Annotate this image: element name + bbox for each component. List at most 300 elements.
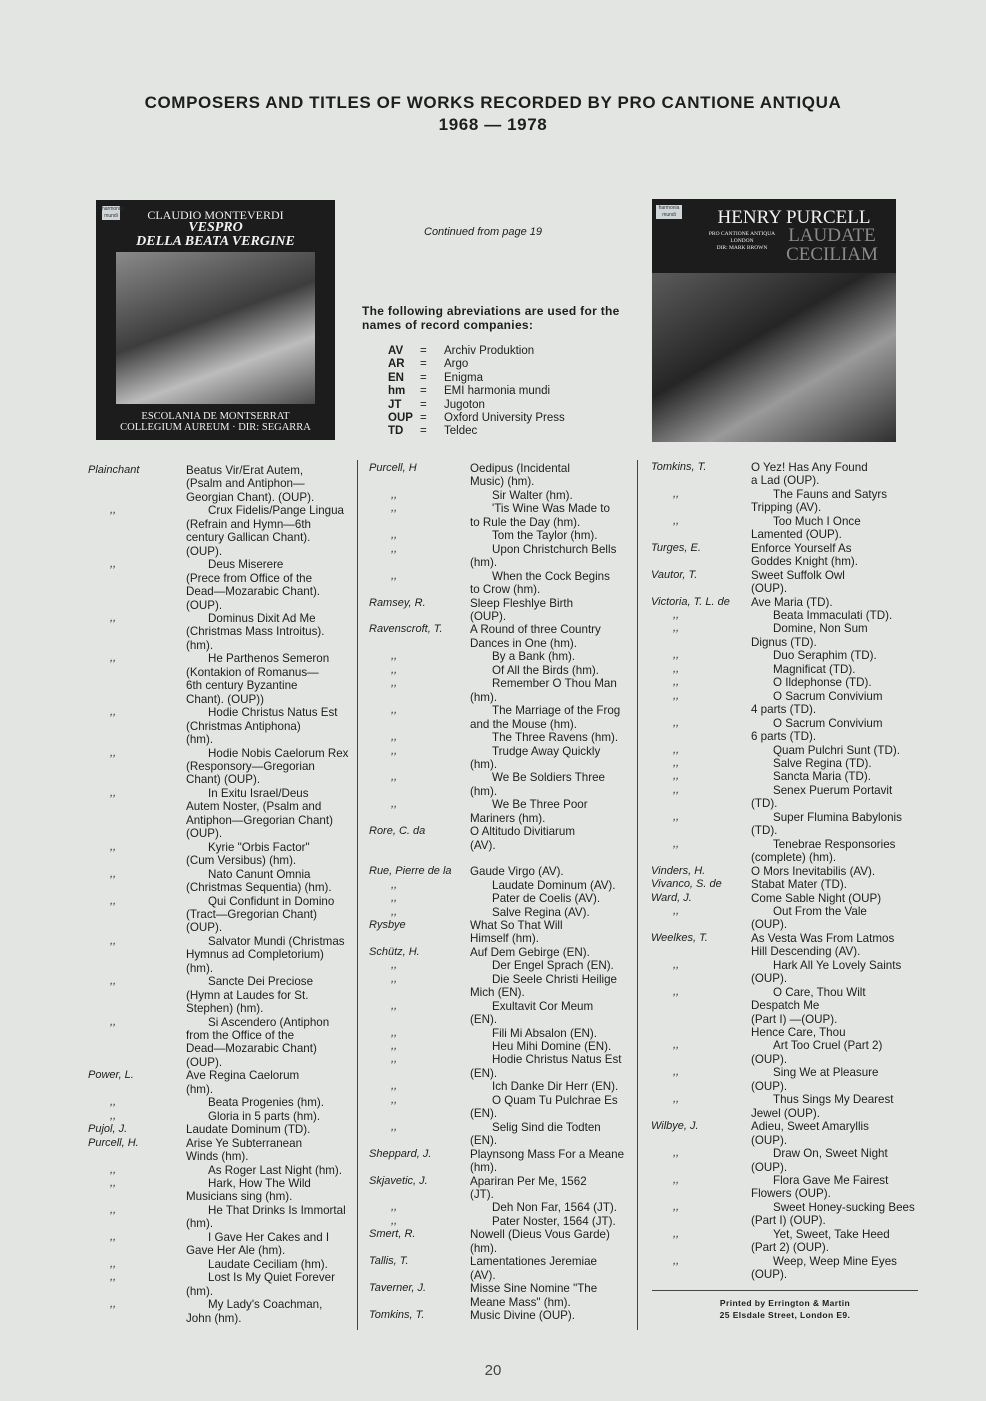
work-entry — [88, 1083, 353, 1096]
work-entry — [369, 946, 635, 959]
work-title: Lost Is My Quiet Forever — [208, 1271, 335, 1285]
composer-name: ,, — [673, 810, 680, 823]
composer-name — [651, 797, 751, 810]
composer-name: ,, — [391, 1093, 398, 1106]
work-title: (hm). — [186, 638, 214, 652]
work-title: (complete) (hm). — [751, 851, 837, 865]
composer-name — [88, 693, 186, 706]
work-title: (OUP). — [186, 1055, 223, 1069]
work-title: O Sacrum Convivium — [773, 716, 883, 730]
work-title: Mich (EN). — [470, 986, 525, 1000]
work-entry — [88, 1231, 353, 1244]
composer-name — [88, 989, 186, 1002]
work-entry — [369, 1121, 635, 1134]
composer-name — [88, 1029, 186, 1042]
cover-credit-line-1: ESCOLANIA DE MONTSERRAT — [141, 411, 290, 422]
work-entry — [651, 501, 921, 514]
work-title: Enforce Yourself As — [751, 541, 852, 555]
work-title: Selig Sind die Todten — [492, 1120, 601, 1134]
work-entry — [88, 679, 353, 692]
composer-name: Taverner, J. — [369, 1282, 427, 1295]
composer-name: ,, — [673, 1093, 680, 1106]
work-title: Hark, How The Wild — [208, 1177, 311, 1191]
work-title: (hm). — [186, 1082, 214, 1096]
work-entry — [369, 865, 635, 878]
work-title: Playnsong Mass For a Meane — [470, 1147, 625, 1161]
composer-name: Victoria, T. L. de — [651, 595, 730, 608]
harmonia-mundi-logo: harmonia mundi — [656, 205, 682, 219]
composer-name: Power, L. — [88, 1069, 134, 1082]
work-entry — [88, 800, 353, 813]
composer-name — [88, 477, 186, 490]
cover-composer: HENRY PURCELL — [717, 207, 871, 228]
work-entry — [651, 1255, 921, 1268]
work-title: (EN). — [470, 1134, 498, 1148]
work-entry — [88, 464, 353, 477]
work-title: Art Too Cruel (Part 2) — [773, 1039, 883, 1053]
work-title: Laudate Ceciliam (hm). — [208, 1257, 328, 1271]
composer-name: ,, — [391, 892, 398, 905]
work-title: Chant) (OUP). — [186, 773, 261, 787]
work-title: (Christmas Antiphona) — [186, 719, 301, 733]
work-title: Duo Seraphim (TD). — [773, 649, 877, 663]
work-title: a Lad (OUP). — [751, 474, 820, 488]
work-entry — [88, 1217, 353, 1230]
work-title: (OUP). — [186, 544, 223, 558]
composer-name — [88, 1042, 186, 1055]
work-title: (EN). — [470, 1066, 498, 1080]
composer-name — [369, 718, 470, 731]
work-title: Die Seele Christi Heilige — [492, 972, 618, 986]
composer-name: ,, — [673, 1254, 680, 1267]
work-entry — [88, 558, 353, 571]
work-title: O Yez! Has Any Found — [751, 461, 868, 474]
work-title: (AV). — [470, 1268, 496, 1282]
cover-work-line-2: DELLA BEATA VERGINE — [136, 234, 295, 249]
work-entry — [88, 854, 353, 867]
composer-name: ,, — [110, 1257, 117, 1270]
work-title: (hm). — [470, 784, 498, 798]
work-entry — [88, 773, 353, 786]
work-entry — [369, 1188, 635, 1201]
annunciation-painting-image — [116, 252, 315, 404]
work-title: (OUP). — [751, 1133, 788, 1147]
work-entry — [651, 676, 921, 689]
work-entry — [651, 1013, 921, 1026]
work-title: (OUP). — [186, 921, 223, 935]
work-entry — [651, 703, 921, 716]
composer-name: Purcell, H. — [88, 1136, 139, 1149]
abbreviation-code: AV — [388, 345, 404, 357]
work-title: He Parthenos Semeron — [208, 652, 330, 666]
work-entry — [651, 851, 921, 864]
work-entry — [651, 1268, 921, 1281]
work-title: Flora Gave Me Fairest — [773, 1174, 889, 1188]
composer-name — [369, 516, 470, 529]
work-entry — [88, 572, 353, 585]
work-entry — [651, 757, 921, 770]
work-title: Hodie Christus Natus Est — [208, 706, 338, 720]
work-entry — [369, 798, 635, 811]
work-entry — [369, 1282, 635, 1295]
composer-name: Smert, R. — [369, 1228, 416, 1241]
work-title: 4 parts (TD). — [751, 703, 817, 717]
work-title: When the Cock Begins — [492, 569, 610, 583]
work-title: 6 parts (TD). — [751, 730, 817, 744]
composer-name — [651, 1053, 751, 1066]
work-entry — [369, 529, 635, 542]
cover-composer: CLAUDIO MONTEVERDI — [147, 208, 284, 222]
work-entry — [651, 878, 921, 891]
work-title: 6th century Byzantine — [186, 679, 298, 693]
composer-name: ,, — [110, 894, 117, 907]
composer-name — [88, 625, 186, 638]
composer-name: Sheppard, J. — [369, 1147, 432, 1160]
work-title: century Gallican Chant). — [186, 531, 311, 545]
composer-name — [369, 1161, 470, 1174]
work-entry — [369, 691, 635, 704]
composer-name — [369, 1134, 470, 1147]
work-title: Adieu, Sweet Amaryllis — [751, 1120, 869, 1134]
work-entry — [369, 516, 635, 529]
work-title: (Part 2) (OUP). — [751, 1241, 829, 1255]
abbreviation-code: JT — [388, 398, 402, 411]
composer-name — [651, 1187, 751, 1200]
composer-name: ,, — [391, 488, 398, 501]
work-title: Laudate Dominum (AV). — [492, 878, 616, 892]
work-entry — [369, 664, 635, 677]
work-title: Hodie Christus Natus Est — [492, 1053, 622, 1067]
composer-name: ,, — [391, 1080, 398, 1093]
composer-name — [651, 730, 751, 743]
work-title: (hm). — [470, 1241, 498, 1255]
work-title: Beatus Vir/Erat Autem, — [186, 464, 304, 477]
work-title: Arise Ye Subterranean — [186, 1136, 303, 1150]
work-entry — [651, 596, 921, 609]
work-title: (TD). — [751, 824, 778, 838]
composer-name: ,, — [110, 840, 117, 853]
composer-name — [651, 474, 751, 487]
composer-name: ,, — [673, 716, 680, 729]
work-entry — [651, 784, 921, 797]
work-entry — [651, 1080, 921, 1093]
work-title: John (hm). — [186, 1311, 242, 1325]
work-entry — [369, 1175, 635, 1188]
work-title: (OUP). — [751, 918, 788, 932]
work-title: Gloria in 5 parts (hm). — [208, 1109, 321, 1123]
work-title: (OUP). — [751, 972, 788, 986]
cover-work-line-1: LAUDATE — [788, 225, 876, 246]
work-title: I Gave Her Cakes and I — [208, 1230, 330, 1244]
composer-name — [88, 881, 186, 894]
composer-name: ,, — [110, 1298, 117, 1311]
composer-name — [651, 945, 751, 958]
composer-name — [651, 1107, 751, 1120]
work-entry — [369, 1309, 635, 1322]
composer-name — [88, 679, 186, 692]
work-title: Trudge Away Quickly — [492, 744, 601, 758]
work-entry — [651, 636, 921, 649]
composer-name — [369, 556, 470, 569]
composer-name: ,, — [110, 934, 117, 947]
work-title: Fili Mi Absalon (EN). — [492, 1026, 598, 1040]
work-entry — [651, 945, 921, 958]
work-title: Der Engel Sprach (EN). — [492, 959, 614, 973]
composer-name: ,, — [391, 1040, 398, 1053]
work-entry — [369, 1161, 635, 1174]
work-entry — [88, 1298, 353, 1311]
work-entry — [651, 717, 921, 730]
work-title: Hark All Ye Lovely Saints — [773, 958, 902, 972]
work-title: O Ildephonse (TD). — [773, 676, 872, 690]
work-title: As Roger Last Night (hm). — [208, 1163, 343, 1177]
abbreviation-name: Oxford University Press — [444, 412, 565, 425]
work-entry — [651, 515, 921, 528]
composer-name: ,, — [391, 502, 398, 515]
work-title: (OUP). — [186, 827, 223, 841]
work-entry — [88, 921, 353, 934]
work-entry — [651, 838, 921, 851]
composer-name: ,, — [391, 1120, 398, 1133]
work-entry — [369, 771, 635, 784]
work-entry — [88, 841, 353, 854]
composer-name: ,, — [673, 1227, 680, 1240]
work-title: Dominus Dixit Ad Me — [208, 611, 316, 625]
work-entry — [651, 622, 921, 635]
composer-name: Purcell, H — [369, 462, 417, 474]
composer-name — [88, 760, 186, 773]
work-entry — [88, 881, 353, 894]
composer-name — [88, 800, 186, 813]
composer-name: Rore, C. da — [369, 825, 426, 838]
work-title: Upon Christchurch Bells — [492, 542, 617, 556]
composer-name — [88, 1285, 186, 1298]
abbreviation-equals: = — [420, 398, 427, 411]
composer-name — [88, 720, 186, 733]
cover-credit-line-2: LONDON — [730, 238, 754, 244]
work-title: (hm). — [470, 1161, 498, 1175]
composer-name: ,, — [673, 770, 680, 783]
work-title: Mariners (hm). — [470, 811, 546, 825]
composer-name: ,, — [110, 867, 117, 880]
composer-name: ,, — [391, 1201, 398, 1214]
composer-name — [88, 1244, 186, 1257]
printer-line-1: Printed by Errington & Martin — [719, 1298, 851, 1308]
work-title: A Round of three Country — [470, 623, 601, 637]
composer-name: ,, — [673, 756, 680, 769]
printer-line-2: 25 Elsdale Street, London E9. — [719, 1310, 851, 1320]
composer-name — [369, 1067, 470, 1080]
work-title: Misse Sine Nomine "The — [470, 1282, 598, 1296]
work-entry — [651, 488, 921, 501]
work-entry — [651, 582, 921, 595]
work-entry — [88, 962, 353, 975]
work-entry — [651, 1039, 921, 1052]
work-title: Apariran Per Me, 1562 — [470, 1174, 587, 1188]
composer-name — [88, 666, 186, 679]
composer-name — [651, 1080, 751, 1093]
work-title: Jewel (OUP). — [751, 1106, 820, 1120]
work-entry — [88, 1190, 353, 1203]
work-entry — [88, 975, 353, 988]
composer-name: ,, — [391, 731, 398, 744]
composer-name — [651, 1241, 751, 1254]
composer-name — [651, 918, 751, 931]
page-title — [0, 92, 986, 136]
work-title: Antiphon—Gregorian Chant) — [186, 813, 333, 827]
composer-name — [88, 531, 186, 544]
composer-name: ,, — [673, 689, 680, 702]
composer-name — [369, 637, 470, 650]
composer-name: ,, — [391, 972, 398, 985]
work-entry — [651, 649, 921, 662]
page-number: 20 — [484, 1362, 502, 1379]
work-entry — [88, 989, 353, 1002]
work-title: (OUP). — [470, 609, 507, 623]
work-title: We Be Three Poor — [492, 798, 588, 812]
work-entry — [369, 745, 635, 758]
work-title: and the Mouse (hm). — [470, 717, 577, 731]
composer-name: Skjavetic, J. — [369, 1174, 428, 1187]
work-entry — [651, 986, 921, 999]
cover-work-line-1: VESPRO — [188, 220, 243, 235]
work-entry — [369, 543, 635, 556]
work-entry — [88, 612, 353, 625]
work-title: Tom the Taylor (hm). — [492, 529, 598, 543]
work-entry — [369, 556, 635, 569]
work-entry — [88, 1002, 353, 1015]
composer-name — [88, 854, 186, 867]
work-entry — [651, 811, 921, 824]
work-entry — [651, 461, 921, 474]
work-entry — [369, 637, 635, 650]
work-entry — [369, 677, 635, 690]
composer-name: ,, — [673, 743, 680, 756]
work-entry — [88, 1285, 353, 1298]
work-title: (OUP). — [186, 598, 223, 612]
work-title: (hm). — [470, 556, 498, 570]
work-title: Despatch Me — [751, 999, 820, 1013]
composer-name — [651, 824, 751, 837]
composer-name — [651, 1268, 751, 1281]
work-title: Tripping (AV). — [751, 501, 822, 515]
work-title: (OUP). — [751, 1268, 788, 1282]
work-title: O Care, Thou Wilt — [773, 985, 866, 999]
work-title: The Marriage of the Frog — [492, 704, 621, 718]
composer-name — [88, 921, 186, 934]
work-entry — [651, 730, 921, 743]
work-title: (OUP). — [751, 1079, 788, 1093]
composer-name — [88, 1312, 186, 1325]
work-title: Ich Danke Dir Herr (EN). — [492, 1080, 619, 1094]
composer-name: ,, — [110, 652, 117, 665]
composer-name: ,, — [391, 905, 398, 918]
work-title: to Rule the Day (hm). — [470, 515, 581, 529]
work-title: O Sacrum Convivium — [773, 689, 883, 703]
work-entry — [369, 704, 635, 717]
work-title: (EN). — [470, 1107, 498, 1121]
composer-name — [369, 986, 470, 999]
composer-name: ,, — [673, 904, 680, 917]
composer-name: ,, — [110, 504, 117, 517]
composer-name — [88, 733, 186, 746]
composer-name: ,, — [391, 878, 398, 891]
composer-name: ,, — [391, 1214, 398, 1227]
work-entry — [369, 1067, 635, 1080]
work-title: Winds (hm). — [186, 1150, 249, 1164]
composer-name — [88, 962, 186, 975]
work-title: What So That Will — [470, 918, 563, 932]
work-entry — [651, 972, 921, 985]
work-entry — [651, 690, 921, 703]
work-title: (Refrain and Hymn—6th — [186, 517, 312, 531]
work-entry — [651, 1026, 921, 1039]
purcell-album-cover — [652, 199, 896, 442]
work-title: Chant). (OUP)) — [186, 692, 264, 706]
composer-name: ,, — [110, 1177, 117, 1190]
work-entry — [88, 1244, 353, 1257]
work-entry — [651, 959, 921, 972]
work-entry — [369, 1201, 635, 1214]
composer-name: ,, — [391, 650, 398, 663]
work-entry — [369, 852, 635, 865]
work-entry — [369, 919, 635, 932]
work-entry — [88, 491, 353, 504]
work-title: The Fauns and Satyrs — [773, 487, 888, 501]
composer-name: ,, — [110, 1109, 117, 1122]
work-entry — [88, 720, 353, 733]
work-entry — [369, 475, 635, 488]
abbreviation-equals: = — [420, 358, 427, 371]
work-entry — [369, 1255, 635, 1268]
abbreviation-code: hm — [388, 385, 406, 398]
work-title: Salve Regina (TD). — [773, 756, 872, 770]
work-title: Sleep Fleshlye Birth — [470, 596, 574, 610]
work-entry — [369, 650, 635, 663]
work-entry — [369, 825, 635, 838]
work-title: Flowers (OUP). — [751, 1187, 831, 1201]
composer-name: Wilbye, J. — [651, 1120, 699, 1133]
abbreviation-name: Teldec — [444, 425, 478, 438]
work-title: Hence Care, Thou — [751, 1026, 846, 1040]
work-title: Draw On, Sweet Night — [773, 1147, 888, 1161]
composer-name — [369, 852, 470, 865]
work-entry — [651, 797, 921, 810]
composer-name — [88, 585, 186, 598]
work-title: (hm). — [186, 1284, 214, 1298]
work-title: Laudate Dominum (TD). — [186, 1123, 311, 1137]
composer-name — [88, 572, 186, 585]
work-entry — [369, 785, 635, 798]
composer-name — [88, 773, 186, 786]
work-entry — [369, 489, 635, 502]
work-title: Goddes Knight (hm). — [751, 555, 858, 569]
work-title: Out From the Vale — [773, 904, 867, 918]
work-title: My Lady's Coachman, — [208, 1298, 323, 1312]
work-entry — [369, 812, 635, 825]
work-title: Lamented (OUP). — [751, 528, 842, 542]
work-entry — [88, 747, 353, 760]
work-entry — [369, 570, 635, 583]
cover-credit-line-2: COLLEGIUM AUREUM · DIR: SEGARRA — [120, 422, 311, 433]
composer-name — [369, 758, 470, 771]
work-title: Ave Regina Caelorum — [186, 1069, 300, 1083]
abbreviations-list — [388, 345, 565, 439]
composer-name: Tomkins, T. — [369, 1309, 425, 1322]
composer-name — [88, 545, 186, 558]
work-title: (hm). — [470, 757, 498, 771]
composer-name: ,, — [673, 1039, 680, 1052]
